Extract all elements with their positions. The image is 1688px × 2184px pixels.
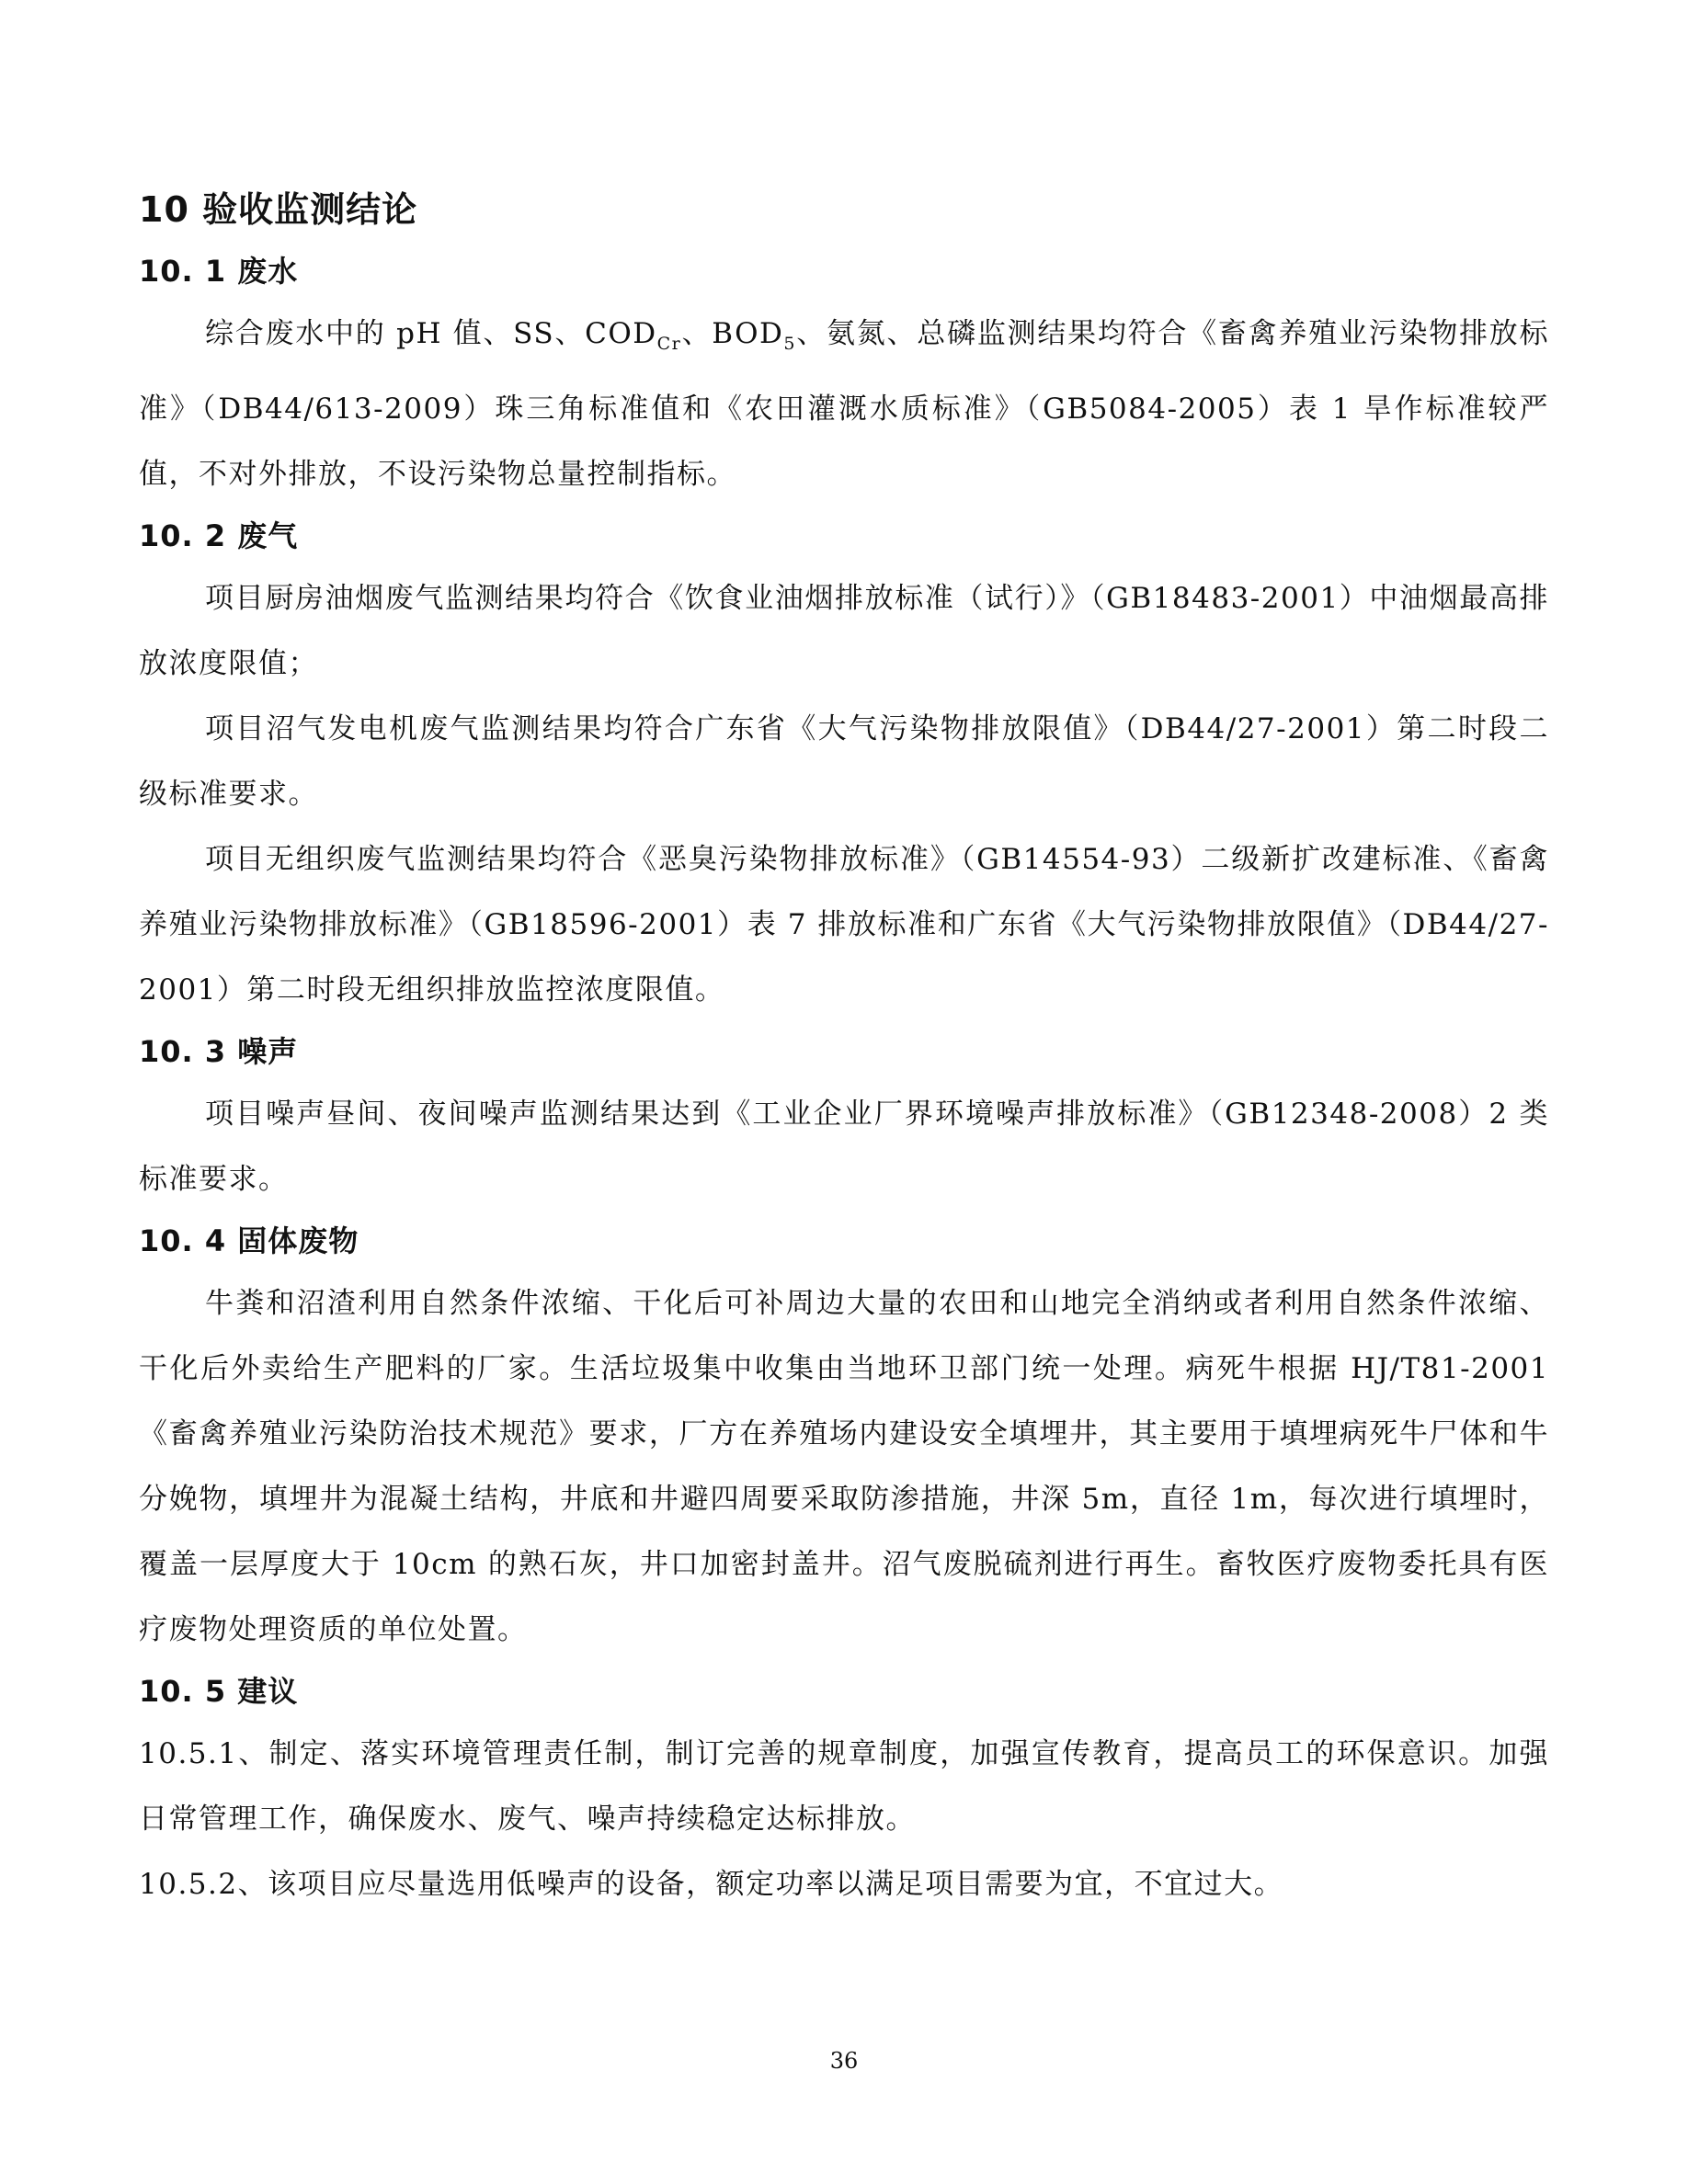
paragraph-noise: 项目噪声昼间、夜间噪声监测结果达到《工业企业厂界环境噪声排放标准》（GB12348-2008）2 类标准要求。 (139, 1098, 1549, 1197)
section-heading-exhaust: 10. 2 废气 (139, 518, 299, 554)
paragraph-solid-waste: 牛粪和沼渣利用自然条件浓缩、干化后可补周边大量的农田和山地完全消纳或者利用自然条件浓缩、干化后外卖给生产肥料的厂家。生活垃圾集中收集由当地环卫部门统一处理。病死牛根据 HJ/T81-2001《畜禽养殖业污染防治技术规范》要求，厂方在养殖场内建设安全填埋井，其主要用于填埋病死牛尸体和牛分娩物，填埋井为混凝土结构，井底和井避四周要采取防渗措施，井深 5m，直径 1m，每次进行填埋时，覆盖一层厚度大于 10cm 的熟石灰，井口加密封盖井。沼气废脱硫剂进行再生。畜牧医疗废物委托具有医疗废物处理资质的单位处置。 (139, 1287, 1549, 1647)
paragraph-exhaust-3: 项目无组织废气监测结果均符合《恶臭污染物排放标准》（GB14554-93）二级新扩改建标准、《畜禽养殖业污染物排放标准》（GB18596-2001）表 7 排放标准和广东省《大气污染物排放限值》（DB44/27-2001）第二时段无组织排放监控浓度限值。 (139, 843, 1549, 1007)
document-body (139, 184, 1549, 1917)
paragraph-exhaust-1: 项目厨房油烟废气监测结果均符合《饮食业油烟排放标准（试行）》（GB18483-2001）中油烟最高排放浓度限值； (139, 582, 1549, 681)
page-number: 36 (829, 2048, 859, 2074)
wastewater-text-c: 、氨氮、总磷监测结果均符合《畜禽养殖业污染物排放标准》（DB44/613-2009）珠三角标准值和《农田灌溉水质标准》（GB5084-2005）表 1 旱作标准较严值，不对外排放，不设污染物总量控制指标。 (139, 317, 1549, 492)
cod-subscript: Cr (656, 334, 682, 355)
section-heading-suggestions: 10. 5 建议 (139, 1674, 299, 1710)
bod-subscript: 5 (783, 334, 796, 355)
section-heading-solid-waste: 10. 4 固体废物 (139, 1223, 359, 1259)
wastewater-text-b: 、BOD (681, 317, 784, 350)
chapter-title: 10 验收监测结论 (139, 189, 418, 230)
suggestion-item-2: 10.5.2、该项目应尽量选用低噪声的设备，额定功率以满足项目需要为宜，不宜过大。 (139, 1868, 1284, 1902)
wastewater-text-a: 综合废水中的 pH 值、SS、COD (205, 317, 657, 350)
paragraph-exhaust-2: 项目沼气发电机废气监测结果均符合广东省《大气污染物排放限值》（DB44/27-2001）第二时段二级标准要求。 (139, 712, 1549, 812)
section-heading-wastewater: 10. 1 废水 (139, 254, 299, 289)
suggestion-item-1: 10.5.1、制定、落实环境管理责任制，制订完善的规章制度，加强宣传教育，提高员工的环保意识。加强日常管理工作，确保废水、废气、噪声持续稳定达标排放。 (139, 1737, 1549, 1837)
section-heading-noise: 10. 3 噪声 (139, 1034, 299, 1070)
paragraph-wastewater (139, 301, 1549, 507)
